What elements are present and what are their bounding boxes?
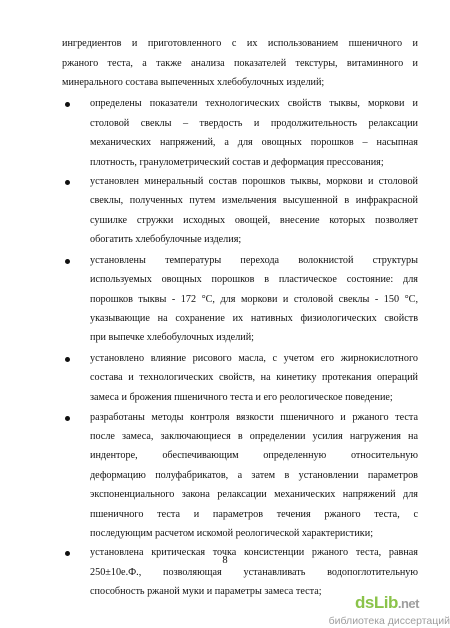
- text-line: ингредиентов и приготовленного с их использованием пшеничного и: [62, 38, 418, 49]
- text-line: экспоненциального закона релаксации механических напряжений для: [90, 489, 418, 500]
- text-line: сушилке стружки исходных овощей, внесение которых позволяет: [90, 215, 418, 226]
- text-line: инденторе, обеспечивающим определенную относительную: [90, 450, 418, 461]
- text-line: механических напряжений, а для овощных порошков – насыпная: [90, 137, 418, 148]
- text-line: замеса и брожения пшеничного теста и его реологическое поведение;: [90, 392, 393, 403]
- text-line: обогатить хлебобулочные изделия;: [90, 234, 242, 245]
- text-line: разработаны методы контроля вязкости пшеничного и ржаного теста: [90, 412, 418, 423]
- text-line: способность ржаной муки и параметры замеса теста;: [90, 586, 322, 597]
- text-line: свеклы, полученных путем измельчения высушенной в инфракрасной: [90, 195, 418, 206]
- text-line: минерального состава выпеченных хлебобулочных изделий;: [62, 77, 325, 88]
- text-line: порошков тыквы - 172 °С, для моркови и столовой свеклы - 150 °С,: [90, 294, 418, 305]
- bullet-icon: [65, 180, 70, 185]
- text-line: последующим расчетом искомой реологической характеристики;: [90, 528, 374, 539]
- text-line: ржаного теста, а также анализа показателей текстуры, витаминного и: [62, 58, 418, 69]
- watermark-logo: dsLib.net: [355, 593, 419, 612]
- text-line: определены показатели технологических свойств тыквы, моркови и: [90, 98, 418, 109]
- text-line: 250±10е.Ф., позволяющая устанавливать водопоглотительную: [90, 567, 418, 578]
- watermark: [328, 593, 450, 627]
- text-line: установлена критическая точка консистенции ржаного теста, равная: [90, 547, 418, 558]
- page-number: 8: [222, 555, 228, 566]
- text-line: состава и технологических свойств, на кинетику протекания операций: [90, 372, 418, 383]
- text-line: установлены температуры перехода волокнистой структуры: [90, 255, 418, 266]
- text-line: пшеничного теста и параметров течения ржаного теста, с: [90, 509, 418, 520]
- watermark-subtitle: библиотека диссертаций: [328, 615, 450, 627]
- text-line: установлен минеральный состав порошков тыквы, моркови и столовой: [90, 176, 418, 187]
- bullet-icon: [65, 357, 70, 362]
- text-line: плотность, гранулометрический состав и деформация прессования;: [90, 157, 384, 168]
- bullet-icon: [65, 416, 70, 421]
- text-line: после замеса, заключающиеся в определении усилия нагружения на: [90, 431, 418, 442]
- text-line: столовой свеклы – твердость и продолжительность релаксации: [90, 118, 418, 129]
- text-line: используемых овощных порошков в пластическое состояние: для: [90, 274, 418, 285]
- text-line: установлено влияние рисового масла, с учетом его жирнокислотного: [90, 353, 418, 364]
- text-line: указывающие на сохранение их нативных физиологических свойств: [90, 313, 418, 324]
- bullet-icon: [65, 102, 70, 107]
- text-line: при выпечке хлебобулочных изделий;: [90, 332, 255, 343]
- bullet-icon: [65, 259, 70, 264]
- text-line: деформацию полуфабрикатов, а затем в установлении параметров: [90, 470, 418, 481]
